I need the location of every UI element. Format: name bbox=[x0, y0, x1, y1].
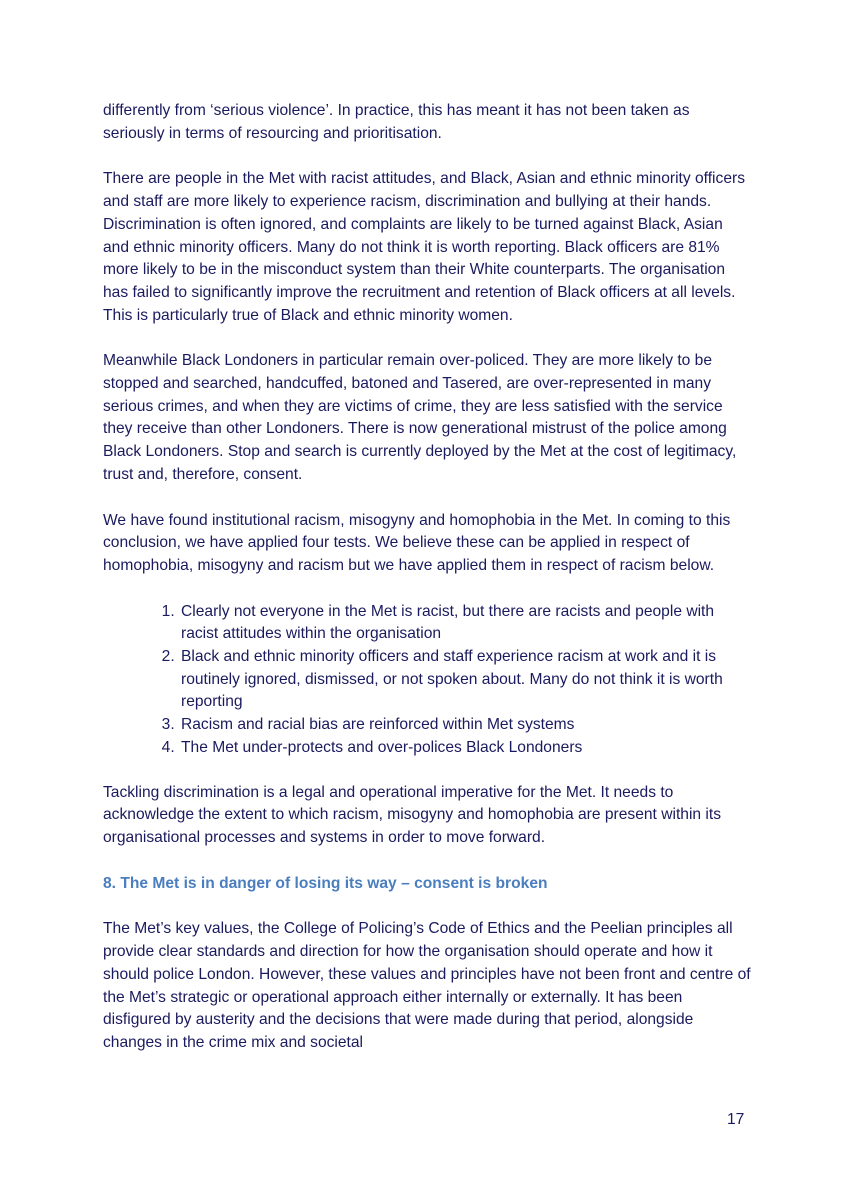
page-number: 17 bbox=[727, 1111, 745, 1128]
paragraph-institutional-findings: We have found institutional racism, misogyny and homophobia in the Met. In coming to this conclusion, we have applied four tests. We believe these can be applied in respect of homophobia, misogyny and racism but we have applied them in respect of racism below. bbox=[103, 511, 731, 574]
list-item: 2. Black and ethnic minority officers and staff experience racism at work and it is routinely ignored, dismissed, or not spoken about. Many do not think it is worth reporting bbox=[179, 646, 753, 714]
paragraph-racist-attitudes: There are people in the Met with racist attitudes, and Black, Asian and ethnic minority officers and staff are more likely to experience racism, discrimination and bullying at their hands. Discrimination is often ignored, and complaints are likely to be turned against Black, Asian and ethnic minority officers. Many do not think it is worth reporting. Black officers are 81% more likely to be in the misconduct system than their White counterparts. The organisation has failed to significantly improve the recruitment and retention of Black officers at all levels. This is particularly true of Black and ethnic minority women. bbox=[103, 170, 745, 324]
paragraph-over-policed: Meanwhile Black Londoners in particular remain over-policed. They are more likely to be stopped and searched, handcuffed, batoned and Tasered, are over-represented in many serious crimes, and when they are victims of crime, they are less satisfied with the service they receive than other Londoners. There is now generational mistrust of the police among Black Londoners. Stop and search is currently deployed by the Met at the cost of legitimacy, trust and, therefore, consent. bbox=[103, 352, 737, 483]
four-tests-list bbox=[103, 601, 753, 760]
list-item: 1. Clearly not everyone in the Met is racist, but there are racists and people with racist attitudes within the organisation bbox=[179, 601, 753, 646]
list-item: 4. The Met under-protects and over-polices Black Londoners bbox=[179, 737, 753, 760]
paragraph-tackling-discrimination: Tackling discrimination is a legal and operational imperative for the Met. It needs to acknowledge the extent to which racism, misogyny and homophobia are present within its organisational processes and systems in order to move forward. bbox=[103, 783, 722, 846]
paragraph-resourcing: differently from ‘serious violence’. In practice, this has meant it has not been taken as seriously in terms of resourcing and prioritisation. bbox=[103, 102, 690, 142]
section-heading: 8. The Met is in danger of losing its way – consent is broken bbox=[103, 874, 548, 892]
document-page bbox=[103, 100, 753, 1078]
list-item: 3. Racism and racial bias are reinforced within Met systems bbox=[179, 714, 753, 737]
paragraph-key-values: The Met’s key values, the College of Policing’s Code of Ethics and the Peelian principles all provide clear standards and direction for how the organisation should operate and how it should police London. However, these values and principles have not been front and centre of the Met’s strategic or operational approach either internally or externally. It has been disfigured by austerity and the decisions that were made during that period, alongside changes in the crime mix and societal bbox=[103, 920, 751, 1051]
